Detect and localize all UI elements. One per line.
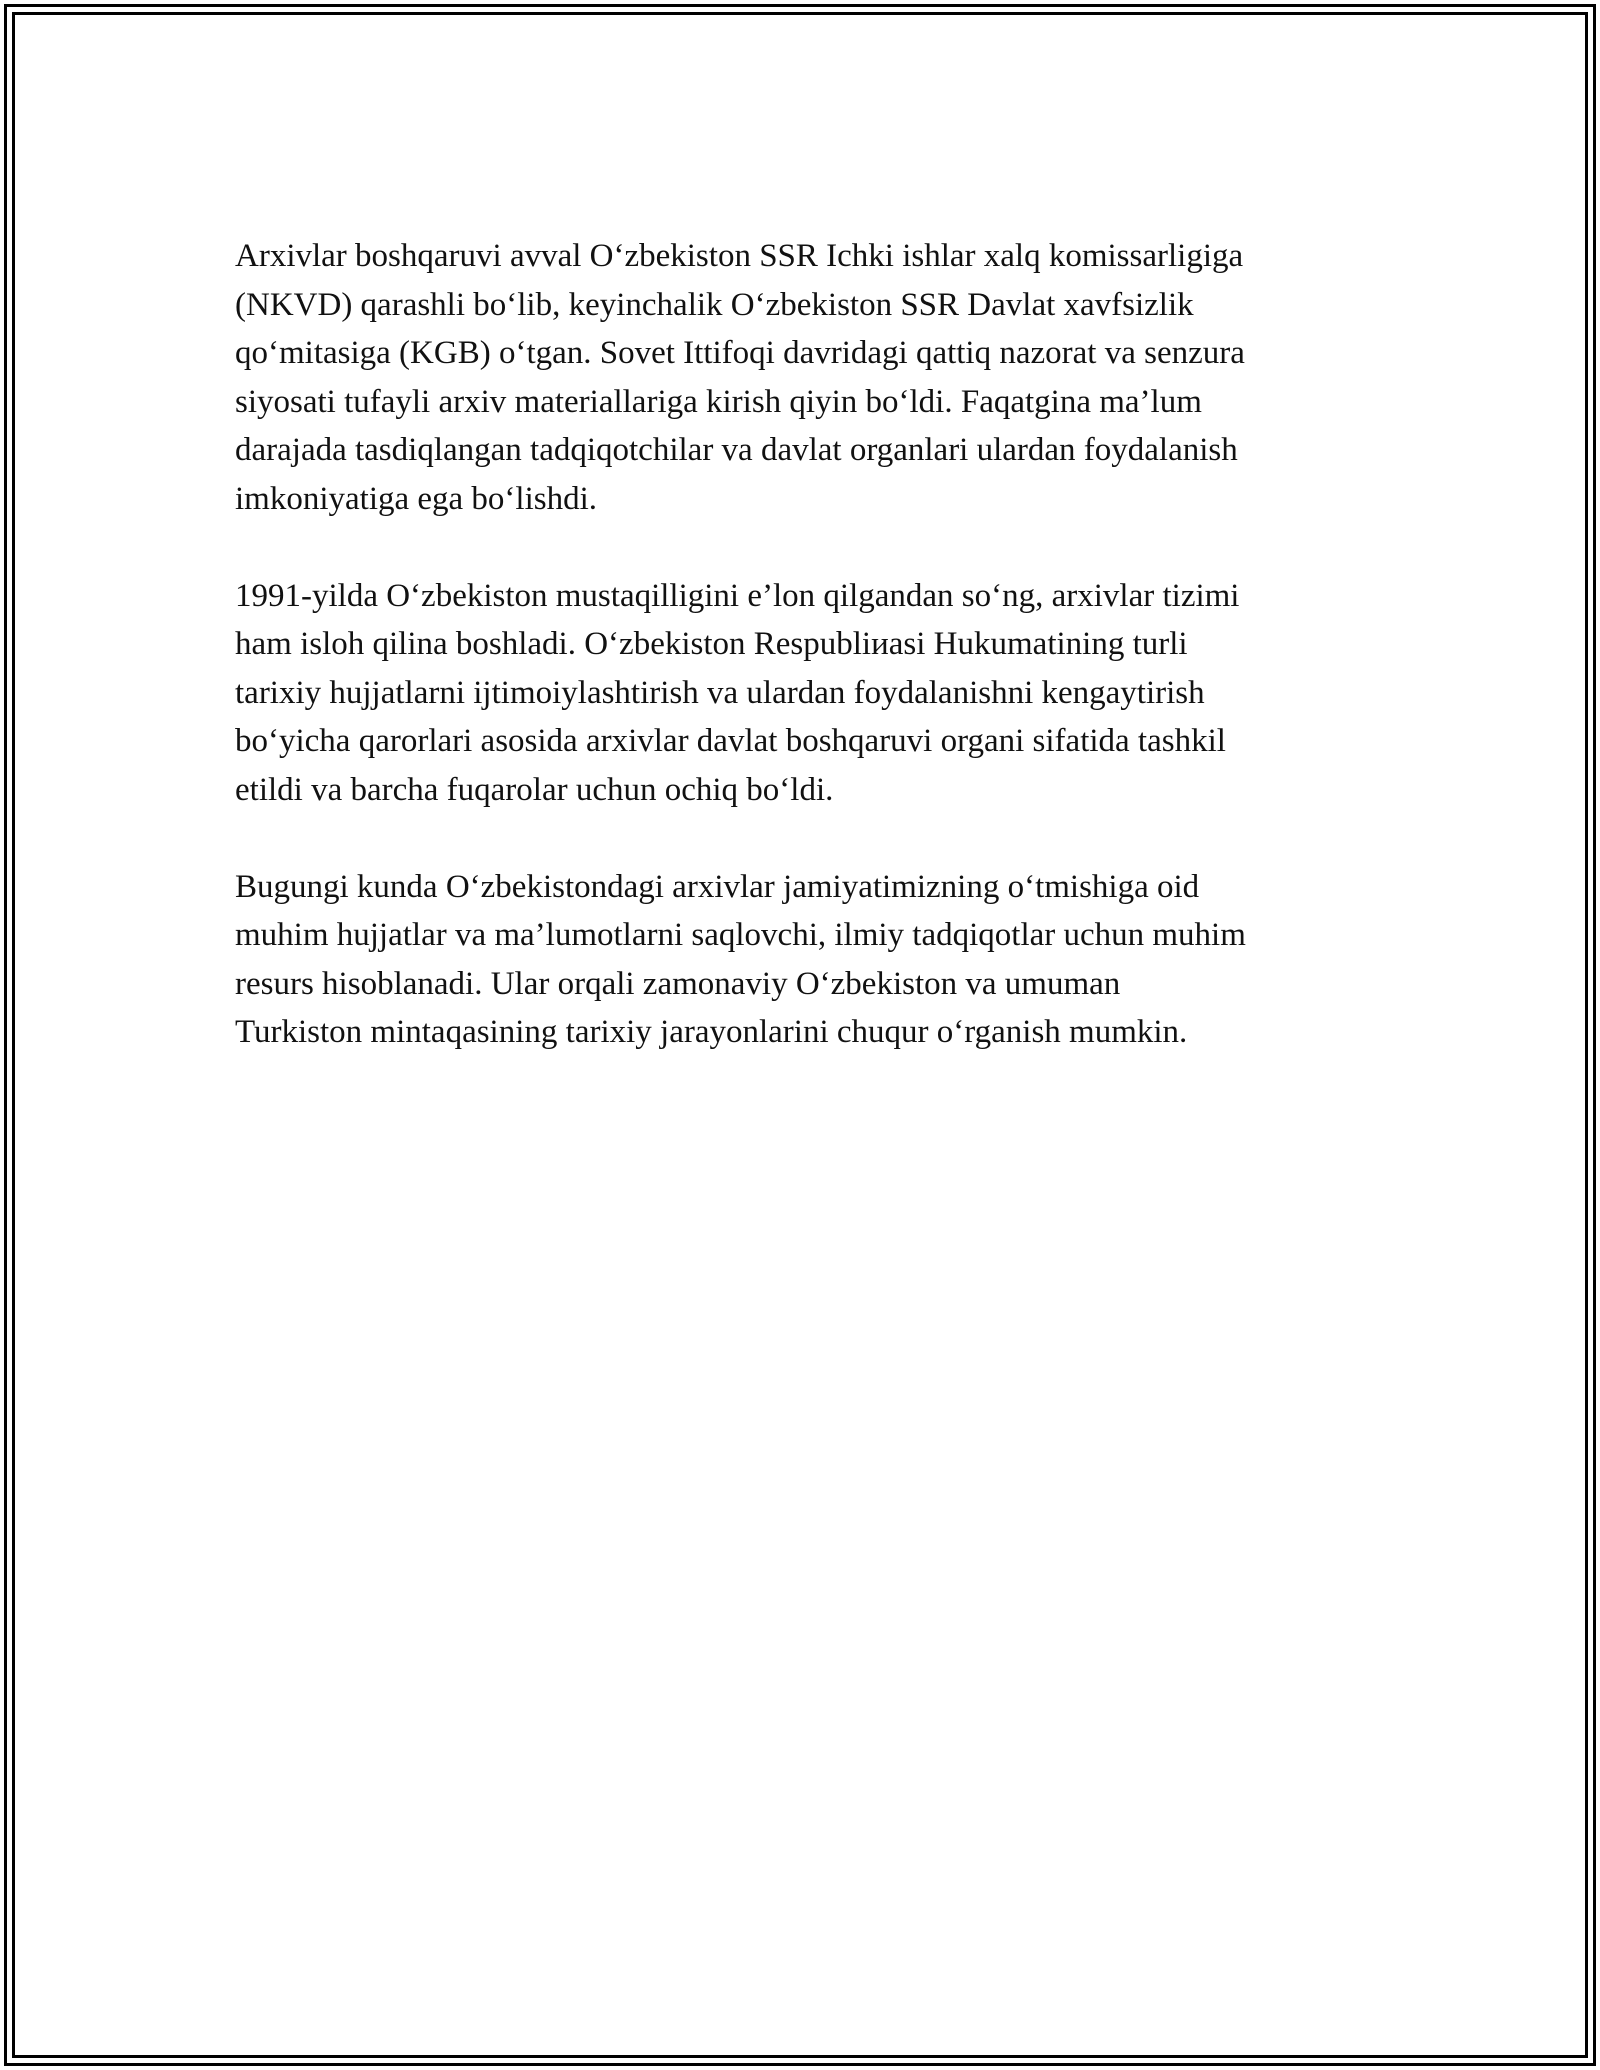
text-line: Arxivlar boshqaruvi avval O‘zbekiston SSR Ichki ishlar xalq komissarligiga <box>235 238 1244 274</box>
text-line: bo‘yicha qarorlari asosida arxivlar davlat boshqaruvi organi sifatida tashkil <box>235 723 1226 759</box>
text-line: 1991-yilda O‘zbekiston mustaqilligini e’lon qilgandan so‘ng, arxivlar tizimi <box>235 577 1240 614</box>
paragraph-3 <box>235 863 1385 1057</box>
text-line: qo‘mitasiga (KGB) o‘tgan. Sovet Ittifoqi davridagi qattiq nazorat va senzura <box>235 335 1245 371</box>
text-line: ham isloh qilina boshladi. O‘zbekiston Respubliиasi Hukumatining turli <box>235 626 1188 662</box>
text-line: tarixiy hujjatlarni ijtimoiylashtirish va ulardan foydalanishni kengaytirish <box>235 674 1205 711</box>
text-line: muhim hujjatlar va ma’lumotlarni saqlovchi, ilmiy tadqiqotlar uchun muhim <box>235 917 1246 953</box>
text-line: siyosati tufayli arxiv materiallariga kirish qiyin bo‘ldi. Faqatgina ma’lum <box>235 383 1202 420</box>
text-line: etildi va barcha fuqarolar uchun ochiq bo‘ldi. <box>235 771 834 808</box>
text-line: resurs hisoblanadi. Ular orqali zamonaviy O‘zbekiston va umuman <box>235 965 1121 1002</box>
paragraph-2 <box>235 572 1385 815</box>
text-line: (NKVD) qarashli bo‘lib, keyinchalik O‘zbekiston SSR Davlat xavfsizlik <box>235 286 1194 323</box>
text-line: Turkiston mintaqasining tarixiy jarayonlarini chuqur o‘rganish mumkin. <box>235 1014 1188 1050</box>
text-line: darajada tasdiqlangan tadqiqotchilar va davlat organlari ulardan foydalanish <box>235 432 1238 468</box>
paragraph-1 <box>235 232 1385 523</box>
text-line: Bugungi kunda O‘zbekistondagi arxivlar jamiyatimizning o‘tmishiga oid <box>235 868 1200 905</box>
document-body <box>235 232 1385 1105</box>
text-line: imkoniyatiga ega bo‘lishdi. <box>235 480 598 517</box>
